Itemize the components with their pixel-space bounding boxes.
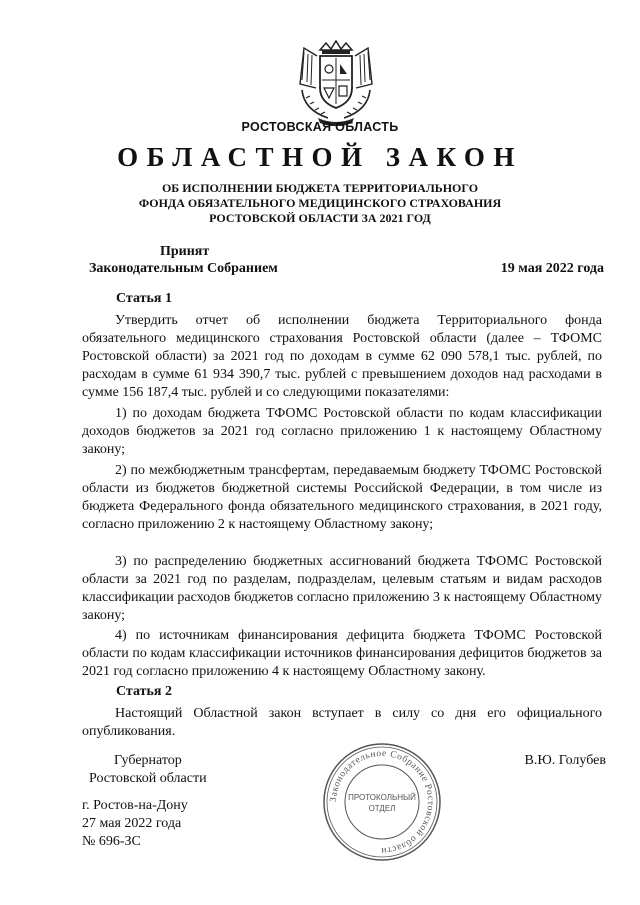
subtitle-line: РОСТОВСКОЙ ОБЛАСТИ ЗА 2021 ГОД xyxy=(209,211,431,225)
governor-name: В.Ю. Голубев xyxy=(524,753,606,768)
subtitle-line: ОБ ИСПОЛНЕНИИ БЮДЖЕТА ТЕРРИТОРИАЛЬНОГО xyxy=(161,181,479,195)
article-1-item-4: 4) по источникам финансирования дефицита бюджета ТФОМС Ростовской области по кодам классификации источников финансирования дефицитов бюджетов за 2021 год согласно приложению 4 к настоящему Областному закону. xyxy=(82,628,602,679)
signing-date: 27 мая 2022 года xyxy=(82,816,182,831)
article-2-text: Настоящий Областной закон вступает в силу со дня его официального опубликования. xyxy=(82,706,602,739)
article-1-heading: Статья 1 xyxy=(116,291,172,306)
adopted-label: Принят xyxy=(160,244,210,259)
article-1-item-1: 1) по доходам бюджета ТФОМС Ростовской области по кодам классификации доходов бюджетов за 2021 год согласно приложению 1 к настоящему Областному закону; xyxy=(82,406,602,457)
stamp-center-line-1: ПРОТОКОЛЬНЫЙ xyxy=(348,793,416,802)
stamp-ring-text: Законодательное Собрание Ростовской области xyxy=(328,748,436,856)
article-2-heading: Статья 2 xyxy=(116,684,172,699)
rostov-oblast-coat-of-arms-icon xyxy=(290,40,382,126)
protocol-department-stamp xyxy=(320,740,444,864)
article-1-item-2: 2) по межбюджетным трансфертам, передаваемым бюджету ТФОМС Ростовской области из бюджетов бюджетной системы Российской Федерации, в том числе из бюджета Федерального фонда обязательного медицинского страхования, в 2021 году, согласно приложению 2 к настоящему Областному закону; xyxy=(82,463,602,532)
article-1-item-3: 3) по распределению бюджетных ассигнований бюджета ТФОМС Ростовской области за 2021 год по разделам, подразделам, целевым статьям и видам расходов классификации расходов бюджетов согласно приложению 3 к настоящему Областному закону; xyxy=(82,554,602,623)
adopted-by: Законодательным Собранием xyxy=(89,261,278,276)
signing-city: г. Ростов-на-Дону xyxy=(82,798,188,813)
stamp-center-line-2: ОТДЕЛ xyxy=(368,804,396,813)
article-1-intro: Утвердить отчет об исполнении бюджета Территориального фонда обязательного медицинского страхования Ростовской области (далее – ТФОМС Ростовской области) за 2021 год по доходам в сумме 62 090 578,1 тыс. рублей, по расходам в сумме 61 934 390,7 тыс. рублей с превышением доходов над расходами в сумме 156 187,4 тыс. рублей и со следующими показателями: xyxy=(82,313,602,400)
law-number: № 696-ЗС xyxy=(82,834,141,849)
law-title: ОБЛАСТНОЙ ЗАКОН xyxy=(117,142,523,172)
law-subtitle xyxy=(0,181,640,226)
governor-region: Ростовской области xyxy=(89,771,207,786)
adoption-date: 19 мая 2022 года xyxy=(500,261,604,276)
subtitle-line: ФОНДА ОБЯЗАТЕЛЬНОГО МЕДИЦИНСКОГО СТРАХОВАНИЯ xyxy=(138,196,502,210)
region-name: РОСТОВСКАЯ ОБЛАСТЬ xyxy=(241,120,399,134)
governor-title: Губернатор xyxy=(114,753,182,768)
